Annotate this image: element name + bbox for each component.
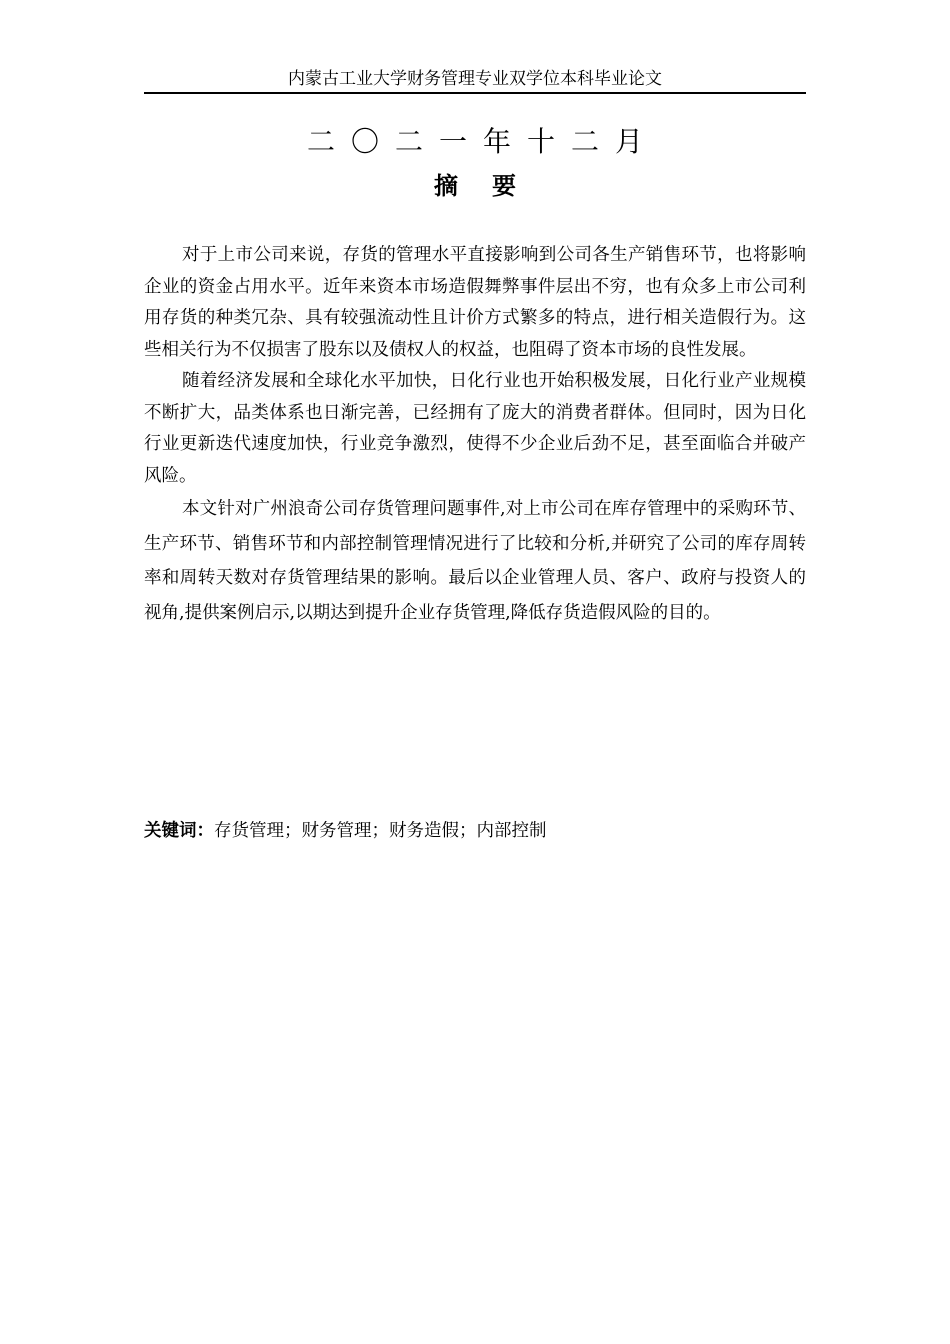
abstract-heading: 摘要 — [434, 172, 550, 200]
keywords-value: 存货管理；财务管理；财务造假；内部控制 — [214, 821, 547, 841]
thesis-date: 二〇二一年十二月 — [306, 125, 659, 158]
abstract-paragraph-3: 本文针对广州浪奇公司存货管理问题事件,对上市公司在库存管理中的采购环节、生产环节、销售环节和内部控制管理情况进行了比较和分析,并研究了公司的库存周转率和周转天数对存货管理结果的影响。最后以企业管理人员、客户、政府与投资人的视角,提供案例启示,以期达到提升企业存货管理,降低存货造假风险的目的。 — [144, 499, 806, 623]
abstract-paragraph-2: 随着经济发展和全球化水平加快，日化行业也开始积极发展，日化行业产业规模不断扩大，品类体系也日渐完善，已经拥有了庞大的消费者群体。但同时，因为日化行业更新迭代速度加快，行业竞争激烈，使得不少企业后劲不足，甚至面临合并破产风险。 — [144, 371, 806, 486]
page-header — [144, 66, 806, 94]
keywords-line — [144, 818, 806, 844]
thesis-header-title: 内蒙古工业大学财务管理专业双学位本科毕业论文 — [288, 69, 662, 89]
abstract-paragraph-1: 对于上市公司来说，存货的管理水平直接影响到公司各生产销售环节，也将影响企业的资金占用水平。近年来资本市场造假舞弊事件层出不穷，也有众多上市公司利用存货的种类冗杂、具有较强流动性且计价方式繁多的特点，进行相关造假行为。这些相关行为不仅损害了股东以及债权人的权益，也阻碍了资本市场的良性发展。 — [144, 245, 806, 360]
abstract-body — [144, 240, 806, 630]
keywords-label: 关键词： — [144, 821, 214, 841]
